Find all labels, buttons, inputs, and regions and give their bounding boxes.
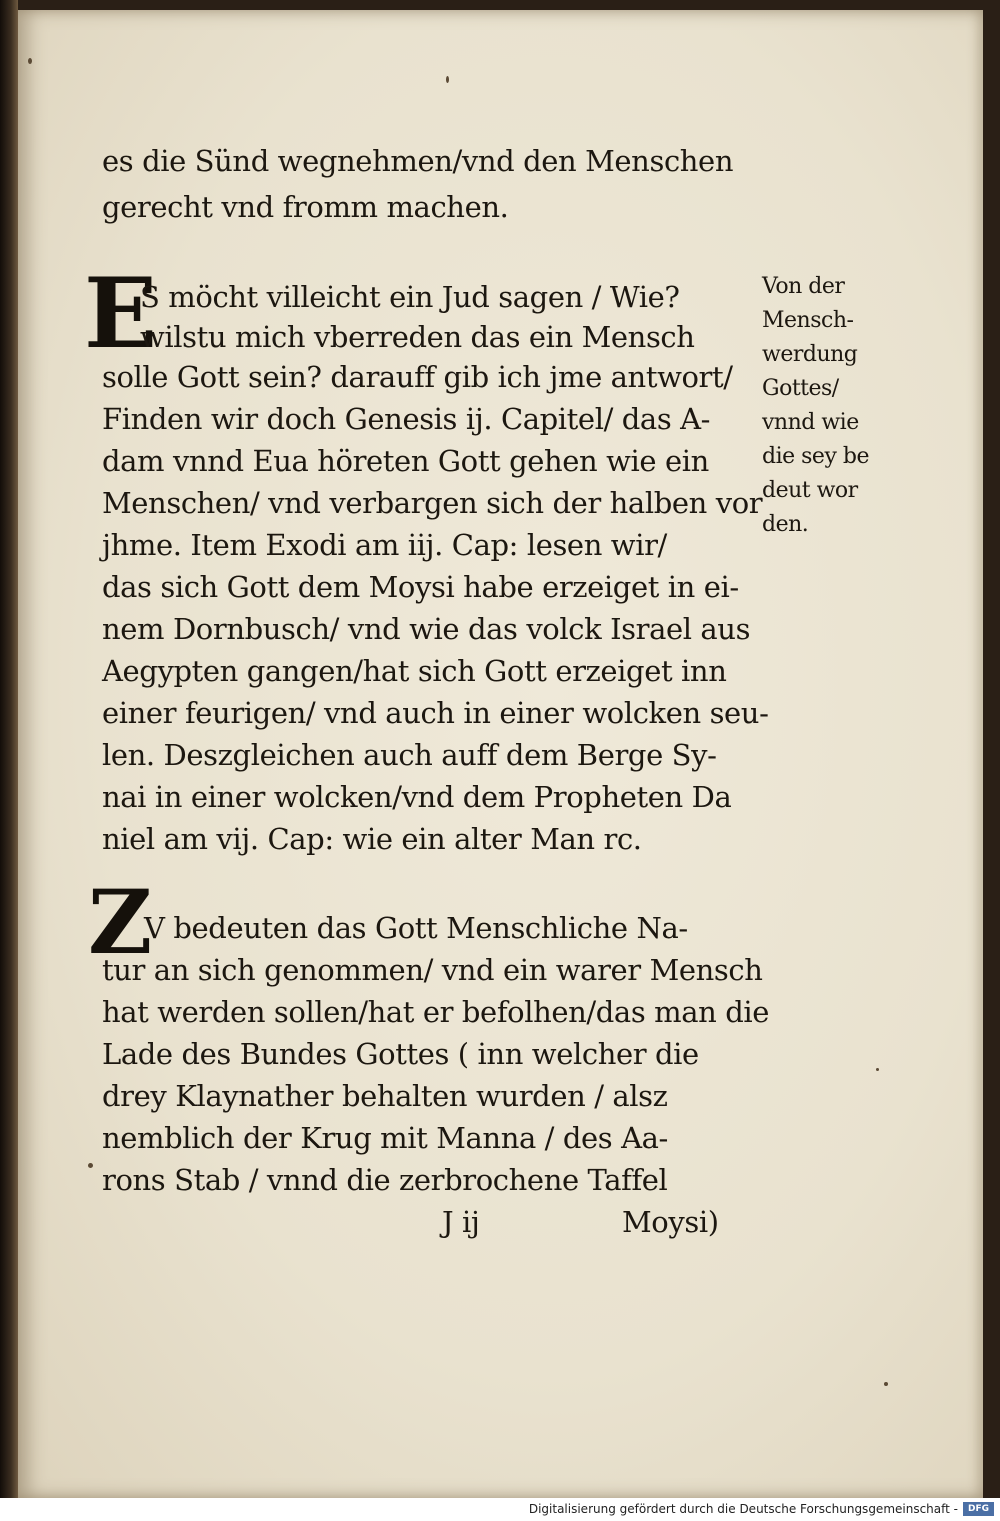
text-line: es die Sünd wegnehmen/vnd den Menschen [102, 144, 734, 178]
text-line: nem Dornbusch/ vnd wie das volck Israel aus [102, 612, 751, 646]
funding-credit: Digitalisierung gefördert durch die Deutsche Forschungsgemeinschaft - [528, 1502, 958, 1516]
book-page [18, 10, 983, 1498]
marginal-note-line: deut wor [762, 478, 858, 503]
text-line: nemblich der Krug mit Manna / des Aa- [102, 1121, 668, 1155]
text-line: nai in einer wolcken/vnd dem Propheten Da [102, 780, 732, 814]
scan-top-border [0, 0, 1000, 10]
text-line: Lade des Bundes Gottes ( inn welcher die [102, 1037, 699, 1071]
marginal-note-line: vnnd wie [762, 410, 859, 435]
text-line: Aegypten gangen/hat sich Gott erzeiget inn [102, 654, 727, 688]
text-line: len. Deszgleichen auch auff dem Berge Sy- [102, 738, 717, 772]
text-line: gerecht vnd fromm machen. [102, 190, 509, 224]
text-line: tur an sich genommen/ vnd ein warer Mensch [102, 953, 763, 987]
marginal-note-line: werdung [762, 342, 858, 367]
text-line: hat werden sollen/hat er befolhen/das man die [102, 995, 770, 1029]
marginal-note-line: Mensch- [762, 308, 854, 333]
text-line: Menschen/ vnd verbargen sich der halben vor [102, 486, 763, 520]
paper-speck [446, 76, 449, 83]
paper-speck [28, 58, 32, 64]
main-text-block [18, 10, 983, 1498]
catchword: Moysi) [622, 1205, 719, 1239]
marginal-note-line: Gottes/ [762, 376, 839, 401]
text-line: Finden wir doch Genesis ij. Capitel/ das A- [102, 402, 711, 436]
book-spine-edge [0, 0, 18, 1498]
signature-mark: J ij [442, 1205, 480, 1239]
text-line: niel am vij. Cap: wie ein alter Man rc. [102, 822, 642, 856]
marginal-note-line: den. [762, 512, 809, 537]
text-line: dam vnnd Eua höreten Gott gehen wie ein [102, 444, 709, 478]
marginal-note-line: die sey be [762, 444, 869, 469]
text-line: solle Gott sein? darauff gib ich jme antwort/ [102, 360, 733, 394]
text-line: V bedeuten das Gott Menschliche Na- [144, 911, 688, 945]
paper-speck [876, 1068, 879, 1071]
paper-speck [884, 1382, 888, 1386]
dfg-logo-icon: DFG [963, 1502, 994, 1516]
marginal-note-line: Von der [762, 274, 845, 299]
scan-right-border [983, 0, 1000, 1498]
paper-speck [88, 1163, 93, 1168]
text-line: wilstu mich vberreden das ein Mensch [140, 320, 695, 354]
text-line: einer feurigen/ vnd auch in einer wolcken seu- [102, 696, 769, 730]
drop-initial-z: Z [88, 870, 153, 974]
text-line: rons Stab / vnnd die zerbrochene Taffel [102, 1163, 668, 1197]
text-line: jhme. Item Exodi am iij. Cap: lesen wir/ [102, 528, 667, 562]
text-line: S möcht villeicht ein Jud sagen / Wie? [140, 280, 680, 314]
text-line: drey Klaynather behalten wurden / alsz [102, 1079, 668, 1113]
drop-initial-e: E [84, 257, 158, 370]
digitization-footer [0, 1498, 1000, 1521]
text-line: das sich Gott dem Moysi habe erzeiget in ei- [102, 570, 739, 604]
